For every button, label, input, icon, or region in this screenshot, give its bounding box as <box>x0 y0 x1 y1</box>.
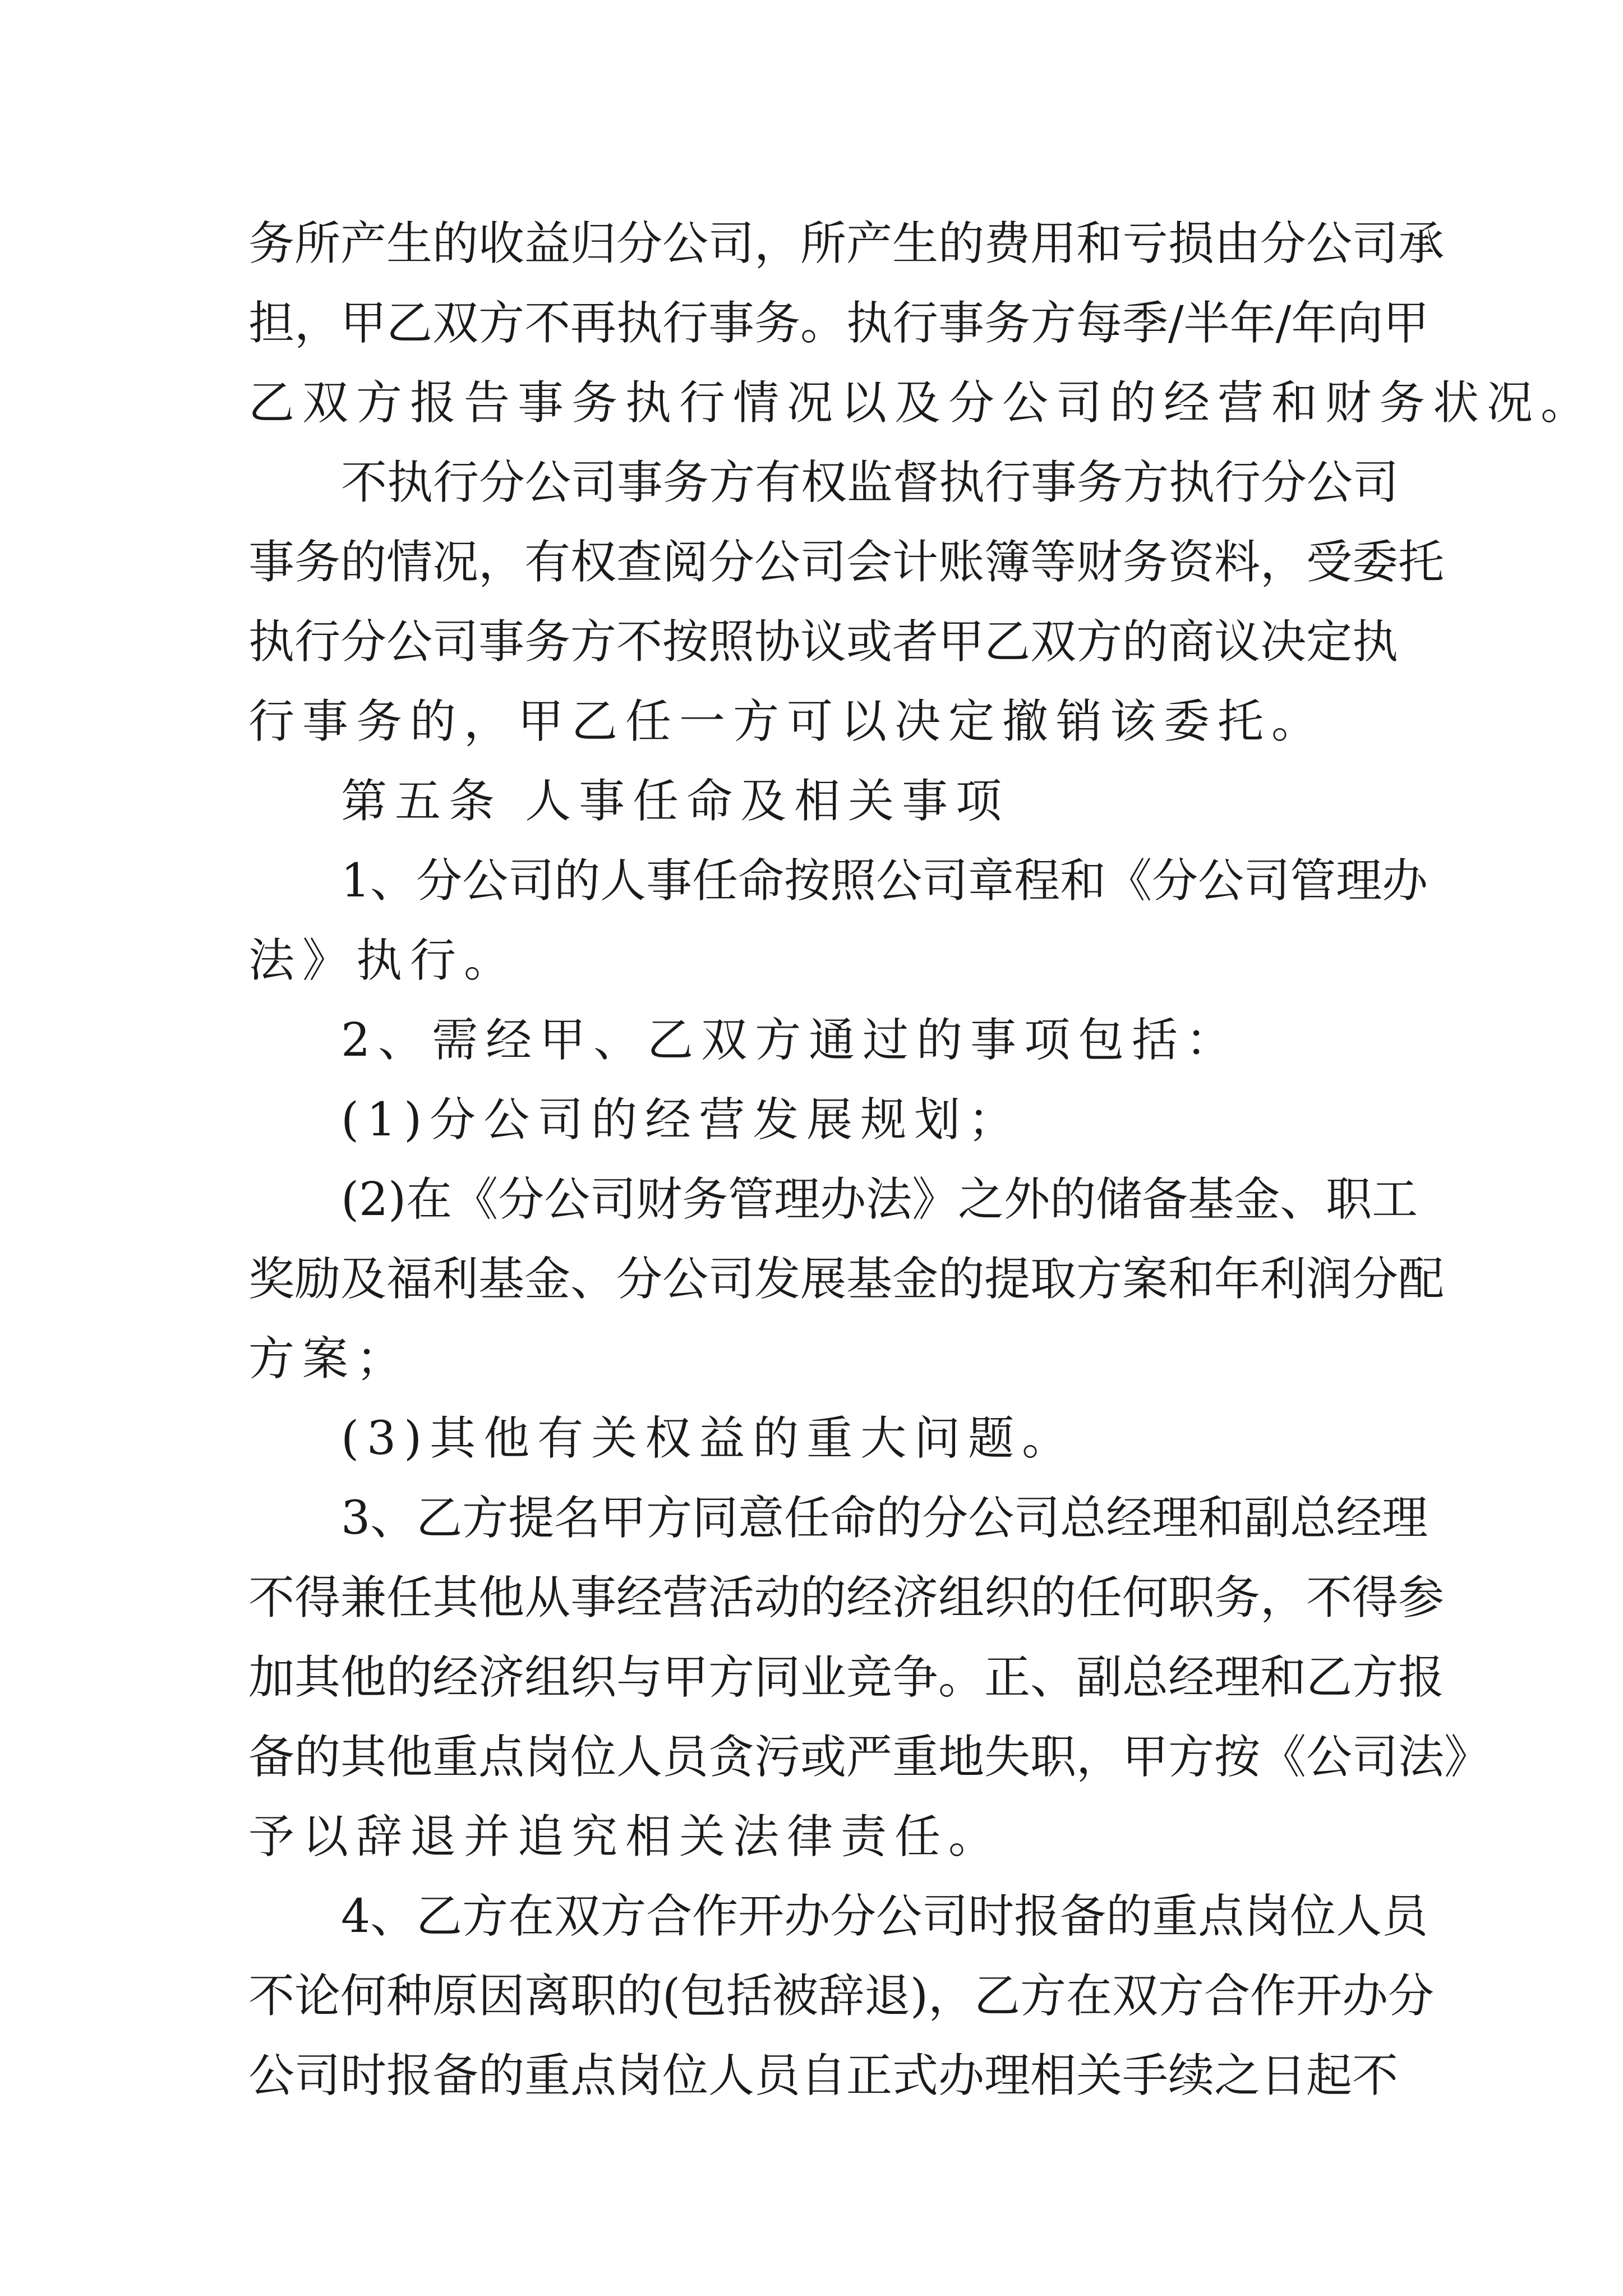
paragraph-first-line: 4、乙方在双方合作开办分公司时报备的重点岗位人员 <box>341 1890 1428 1943</box>
text-line: 奖励及福利基金、分公司发展基金的提取方案和年利润分配 <box>248 1253 1445 1306</box>
text-line: 行事务的，甲乙任一方可以决定撤销该委托。 <box>248 695 1326 748</box>
text-line: 务所产生的收益归分公司，所产生的费用和亏损由分公司承 <box>248 217 1445 270</box>
text-line: 备的其他重点岗位人员贪污或严重地失职，甲方按《公司法》 <box>248 1731 1491 1784</box>
text-line: 担，甲乙双方不再执行事务。执行事务方每季/半年/年向甲 <box>248 297 1430 350</box>
list-item: (2)在《分公司财务管理办法》之外的储备基金、职工 <box>341 1173 1418 1226</box>
paragraph-first-line: 2、需经甲、乙双方通过的事项包括： <box>341 1014 1240 1067</box>
paragraph-first-line: 1、分公司的人事任命按照公司章程和《分公司管理办 <box>341 854 1428 908</box>
list-item: (1)分公司的经营发展规划； <box>341 1093 1022 1147</box>
text-line: 不得兼任其他从事经营活动的经济组织的任何职务，不得参 <box>248 1571 1445 1625</box>
text-line: 事务的情况，有权查阅分公司会计账簿等财务资料，受委托 <box>248 536 1445 589</box>
text-line: 加其他的经济组织与甲方同业竞争。正、副总经理和乙方报 <box>248 1651 1445 1704</box>
text-line: 予以辞退并追究相关法律责任。 <box>248 1810 1003 1864</box>
list-item: (3)其他有关权益的重大问题。 <box>341 1412 1076 1465</box>
text-line: 乙双方报告事务执行情况以及分公司的经营和财务状况。 <box>248 376 1595 430</box>
section-heading: 第五条 人事任命及相关事项 <box>341 775 1010 828</box>
text-line: 公司时报备的重点岗位人员自正式办理相关手续之日起不 <box>248 2049 1399 2102</box>
paragraph-first-line: 不执行分公司事务方有权监督执行事务方执行分公司 <box>341 456 1399 509</box>
text-line: 法》执行。 <box>248 934 518 987</box>
text-line: 执行分公司事务方不按照协议或者甲乙双方的商议决定执 <box>248 615 1399 669</box>
text-line: 方案； <box>248 1332 411 1386</box>
paragraph-first-line: 3、乙方提名甲方同意任命的分公司总经理和副总经理 <box>341 1492 1428 1545</box>
text-line: 不论何种原因离职的(包括被辞退)，乙方在双方合作开办分 <box>248 1970 1434 2023</box>
